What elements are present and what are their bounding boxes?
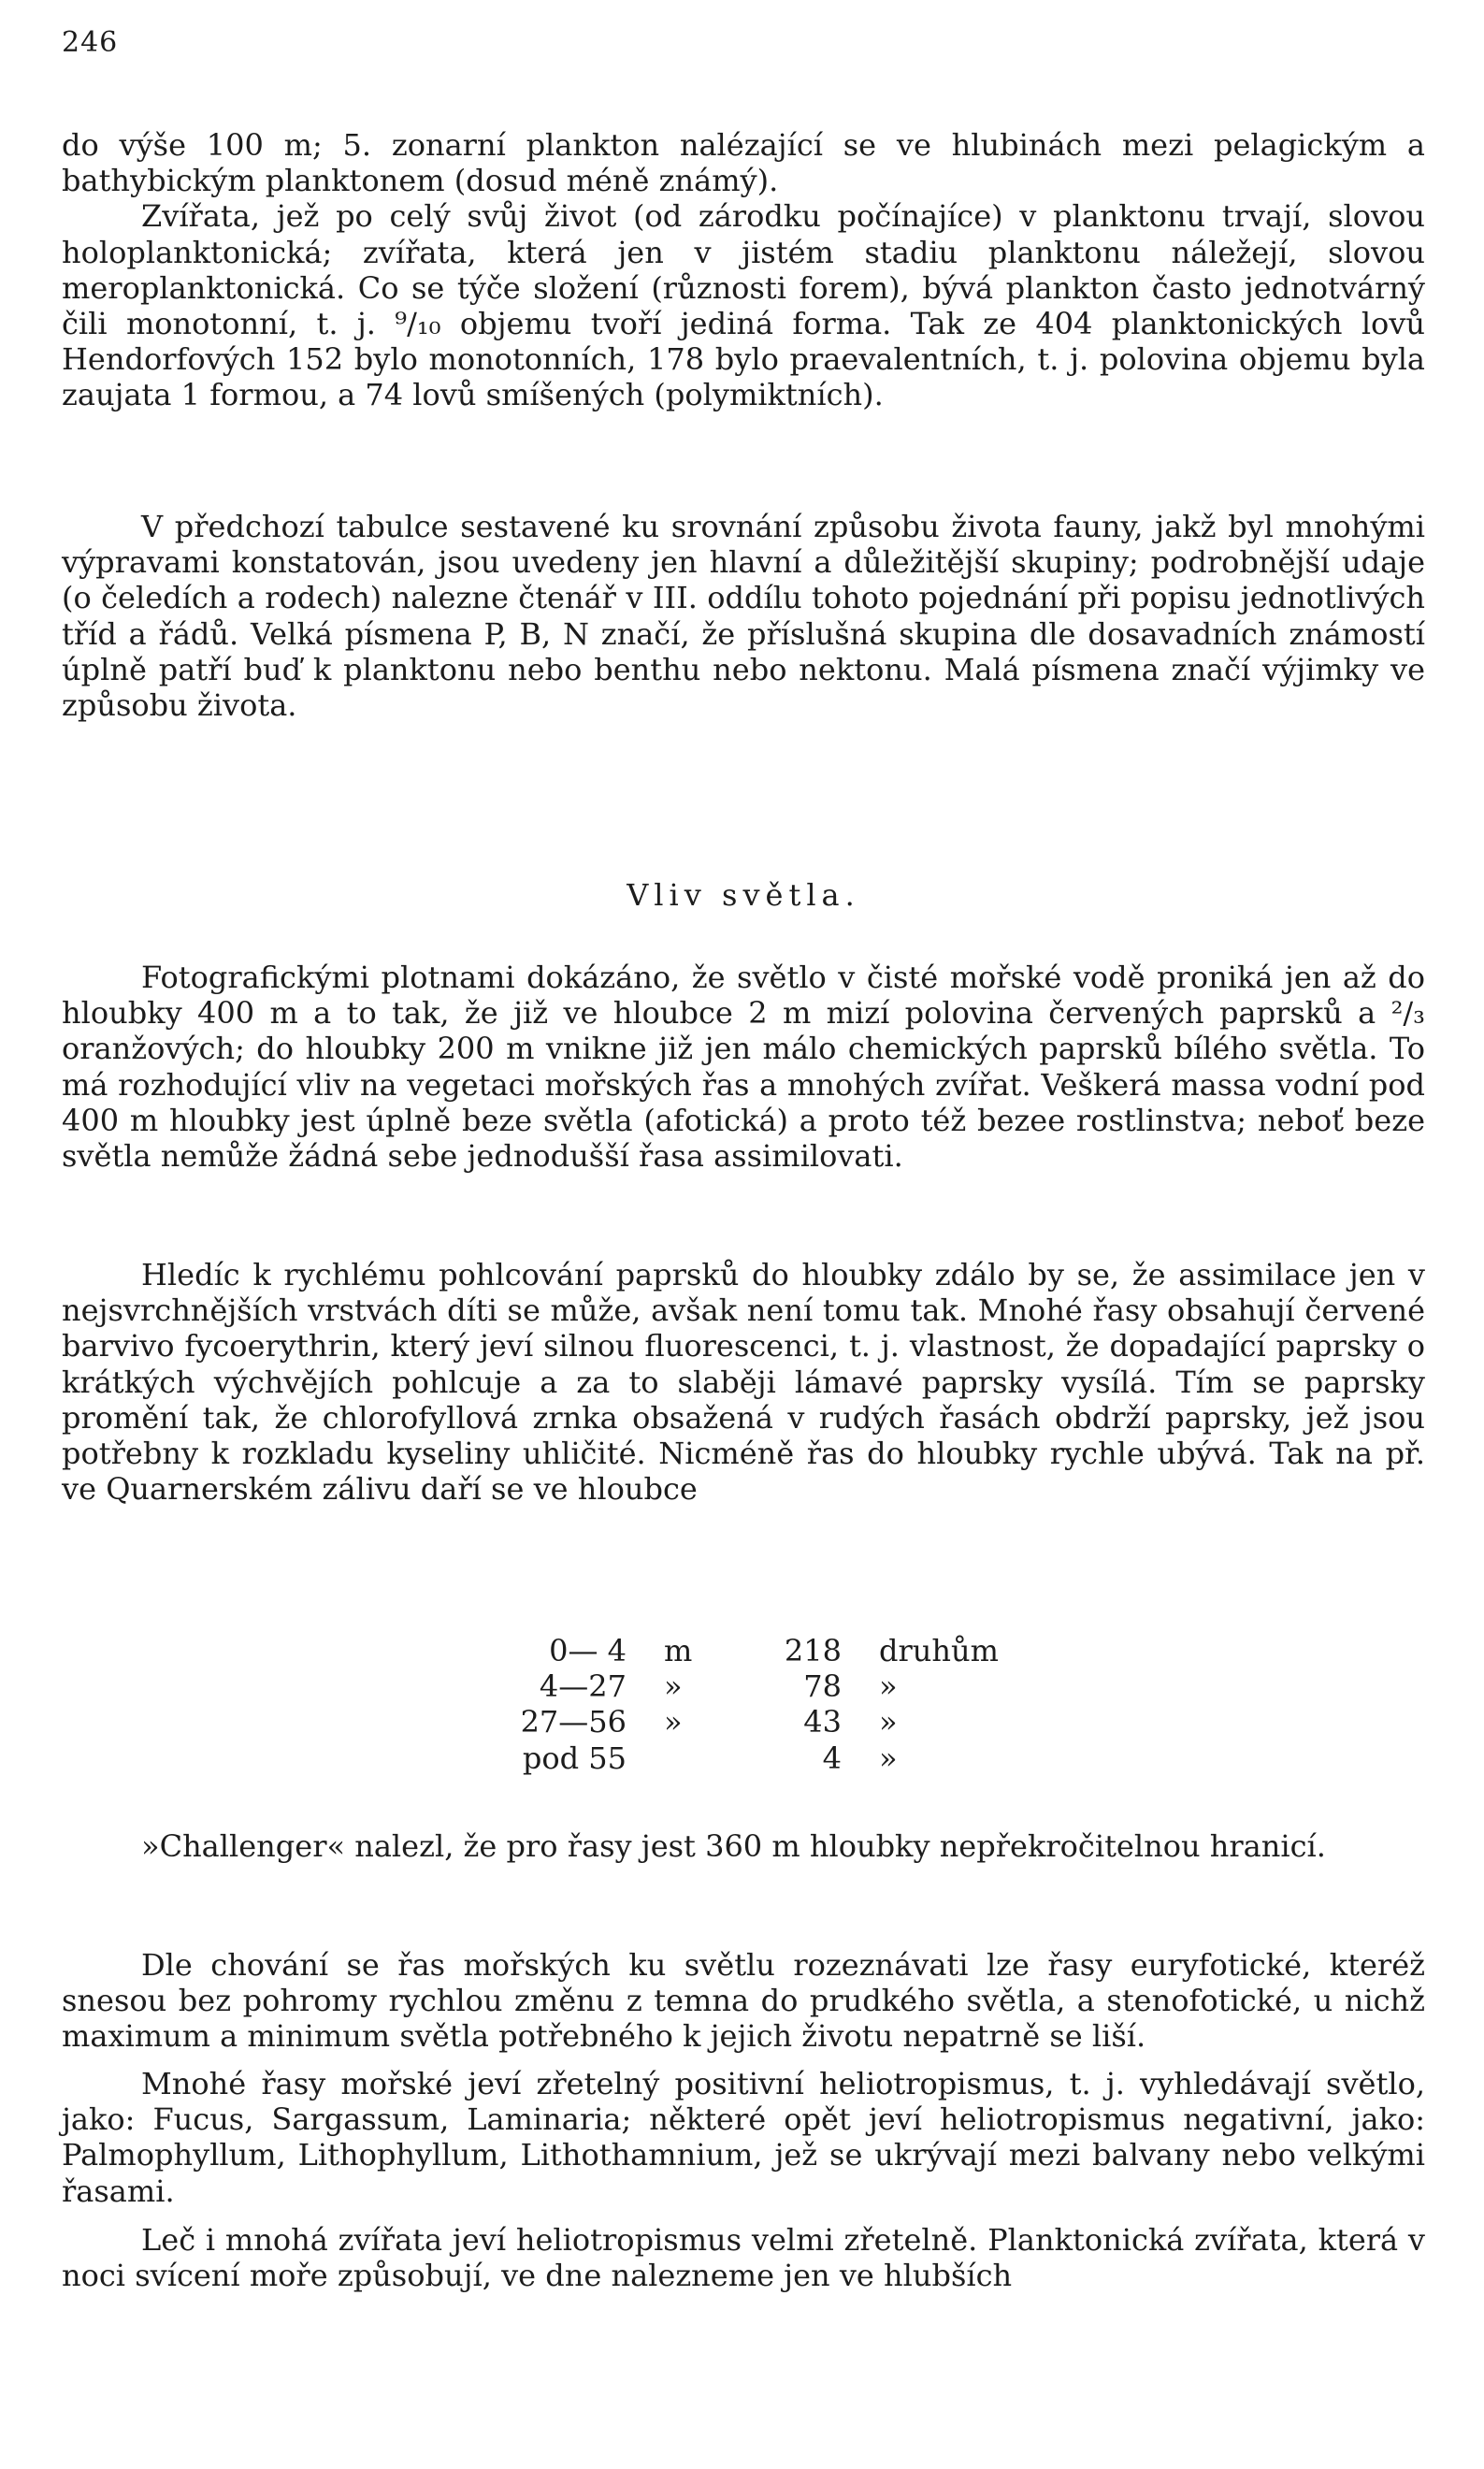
page-number: 246 [62, 26, 119, 59]
species-count: 4 [822, 1740, 842, 1776]
paragraph-9: Leč i mnohá zvířata jeví heliotropismus velmi zřetelně. Planktonická zvířata, která v noci svícení moře způsobují, ve dne nalezneme jen ve hlubších [62, 2222, 1425, 2294]
depth-range: 27—56 [520, 1704, 627, 1740]
species-count: 78 [803, 1668, 842, 1705]
text-block-7 [62, 2066, 1425, 2209]
text-block-4 [62, 1257, 1425, 1507]
text-block-6 [62, 1947, 1425, 2055]
depth-range: pod 55 [522, 1740, 627, 1776]
table-row [449, 1633, 1094, 1668]
species-count: 43 [803, 1704, 842, 1740]
paragraph-3: V předchozí tabulce sestavené ku srovnání způsobu života fauny, jakž byl mnohými výpravami konstatován, jsou uvedeny jen hlavní a důležitější skupiny; podrobnější udaje (o čeledích a rodech) nalezne čtenář v III. oddílu tohoto pojednání při popisu jednotlivých tříd a řádů. Velká písmena P, B, N značí, že příslušná skupina dle dosavadních známostí úplně patří buď k planktonu nebo benthu nebo nektonu. Malá písmena značí výjimky ve způsobu života. [62, 509, 1425, 724]
text-block-3 [62, 960, 1425, 1174]
species-label: » [879, 1704, 898, 1740]
paragraph-8: Mnohé řasy mořské jeví zřetelný positivní heliotropismus, t. j. vyhledávají světlo, jako: Fucus, Sargassum, Laminaria; některé opět jeví heliotropismus negativní, jako: Palmophyllum, Lithophyllum, Lithothamnium, jež se ukrývají mezi balvany nebo velkými řasami. [62, 2066, 1425, 2209]
species-count: 218 [784, 1633, 842, 1668]
paragraph-2: Zvířata, jež po celý svůj život (od zárodku počínajíce) v planktonu trvají, slovou holoplanktonická; zvířata, která jen v jistém stadiu planktonu náležejí, slovou meroplanktonická. Co se týče složení (různosti forem), bývá plankton často jednotvárný čili monotonní, t. j. ⁹/₁₀ objemu tvoří jediná forma. Tak ze 404 planktonických lovů Hendorfových 152 bylo monotonních, 178 bylo praevalentních, t. j. polovina objemu byla zaujata 1 formou, a 74 lovů smíšených (polymiktních). [62, 198, 1425, 413]
table-row [449, 1704, 1094, 1740]
paragraph-1: do výše 100 m; 5. zonarní plankton nalézající se ve hlubinách mezi pelagickým a bathybickým planktonem (dosud méně známý). [62, 127, 1425, 199]
section-heading: Vliv světla. [627, 877, 860, 913]
text-block-1 [62, 127, 1425, 413]
depth-range: 4—27 [539, 1668, 627, 1705]
text-block-2 [62, 509, 1425, 723]
depth-unit: m [664, 1633, 693, 1668]
text-block-8 [62, 2222, 1425, 2293]
species-label: » [879, 1668, 898, 1705]
depth-unit: » [664, 1704, 683, 1740]
depth-table [449, 1633, 1094, 1776]
species-label: druhům [879, 1633, 999, 1668]
table-row [449, 1668, 1094, 1704]
table-row [449, 1740, 1094, 1776]
paragraph-7: Dle chování se řas mořských ku světlu rozeznávati lze řasy euryfotické, kteréž snesou bez pohromy rychlou změnu z temna do prudkého světla, a stenofotické, u nichž maximum a minimum světla potřebného k jejich životu nepatrně se liší. [62, 1947, 1425, 2055]
paragraph-6: »Challenger« nalezl, že pro řasy jest 360 m hloubky nepřekročitelnou hranicí. [141, 1828, 1326, 1864]
paragraph-5: Hledíc k rychlému pohlcování paprsků do hloubky zdálo by se, že assimilace jen v nejsvrchnějších vrstvách díti se může, avšak není tomu tak. Mnohé řasy obsahují červené barvivo fycoerythrin, který jeví silnou fluorescenci, t. j. vlastnost, že dopadající paprsky o krátkých výchvějích pohlcuje a za to slaběji lámavé paprsky vysílá. Tím se paprsky promění tak, že chlorofyllová zrnka obsažená v rudých řasách obdrží paprsky, jež jsou potřebny k rozkladu kyseliny uhličité. Nicméně řas do hloubky rychle ubývá. Tak na př. ve Quarnerském zálivu daří se ve hloubce [62, 1257, 1425, 1508]
text-block-5 [62, 1828, 1425, 1864]
depth-unit [664, 1740, 701, 1776]
species-label: » [879, 1740, 898, 1776]
depth-range: 0— 4 [549, 1633, 627, 1668]
paragraph-4: Fotografickými plotnami dokázáno, že světlo v čisté mořské vodě proniká jen až do hloubky 400 m a to tak, že již ve hloubce 2 m mizí polovina červených paprsků a ²/₃ oranžových; do hloubky 200 m vnikne již jen málo chemických paprsků bílého světla. To má rozhodující vliv na vegetaci mořských řas a mnohých zvířat. Veškerá massa vodní pod 400 m hloubky jest úplně beze světla (afotická) a proto též bezee rostlinstva; neboť beze světla nemůže žádná sebe jednodušší řasa assimilovati. [62, 960, 1425, 1175]
depth-unit: » [664, 1668, 683, 1705]
